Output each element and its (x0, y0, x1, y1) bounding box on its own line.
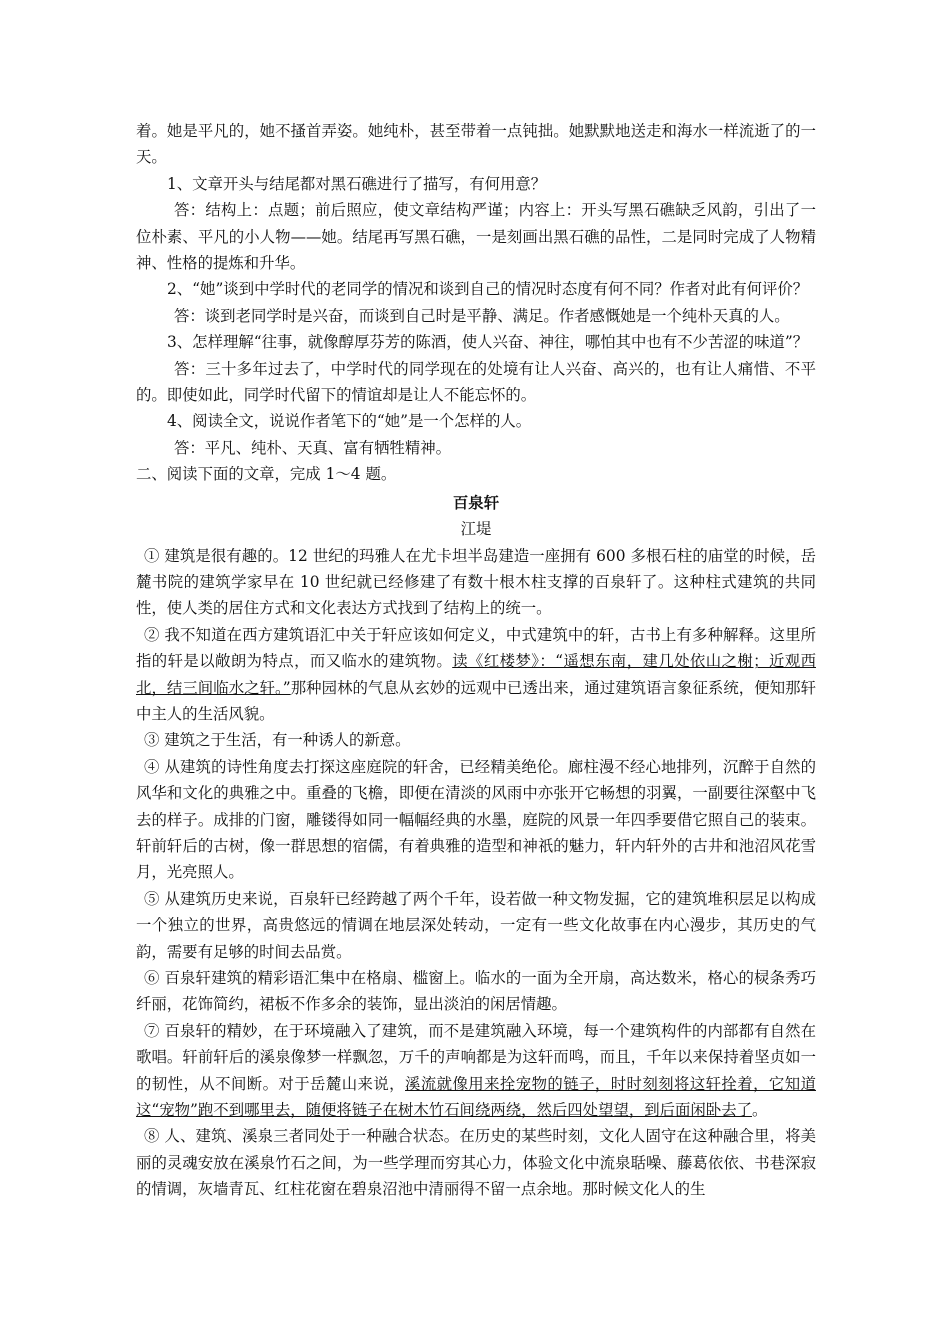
paragraph-5: ⑤ 从建筑历史来说，百泉轩已经跨越了两个千年，设若做一种文物发掘，它的建筑堆积层足以构成一个独立的世界，高贵悠远的情调在地层深处转动，一定有一些文化故事在内心漫步，其历史的气韵，需要有足够的时间去品赏。 (136, 889, 816, 961)
paragraph-4: ④ 从建筑的诗性角度去打探这座庭院的轩舍，已经精美绝伦。廊柱漫不经心地排列，沉醉于自然的风华和文化的典雅之中。重叠的飞檐，即便在清淡的风雨中亦张开它畅想的羽翼，一副要往深壑中飞去的样子。成排的门窗，雕镂得如同一幅幅经典的水墨，庭院的风景一年四季要借它照自己的装束。轩前轩后的古树，像一群思想的宿儒，有着典雅的造型和神祇的魅力，轩内轩外的古井和池沼风花雪月，光亮照人。 (136, 757, 816, 882)
answer-1: 答：结构上：点题；前后照应，使文章结构严谨；内容上：开头写黑石礁缺乏风韵，引出了一位朴素、平凡的小人物——她。结尾再写黑石礁，一是刻画出黑石礁的品性，二是同时完成了人物精神、性格的提炼和升华。 (136, 201, 816, 273)
paragraph-2-text-b: 那种园林的气息从玄妙的远观中已透出来，通过建筑语言象征系统，便知那轩中主人的生活风貌。 (136, 678, 816, 723)
paragraph-7 (136, 1018, 816, 1124)
answer-4: 答：平凡、纯朴、天真、富有牺牲精神。 (174, 438, 452, 457)
passage-tail: 着。她是平凡的，她不搔首弄姿。她纯朴，甚至带着一点钝拙。她默默地送走和海水一样流逝了的一天。 (136, 122, 816, 167)
paragraph-3: ③ 建筑之于生活，有一种诱人的新意。 (144, 731, 411, 750)
question-3: 3、怎样理解“往事，就像醇厚芬芳的陈酒，使人兴奋、神往，哪怕其中也有不少苦涩的味道”？ (167, 333, 809, 352)
article-title: 百泉轩 (452, 493, 500, 512)
article-author: 江堤 (460, 520, 492, 539)
answer-2: 答：谈到老同学时是兴奋，而谈到自己时是平静、满足。作者感慨她是一个纯朴天真的人。 (174, 306, 790, 325)
question-1: 1、文章开头与结尾都对黑石礁进行了描写，有何用意？ (167, 174, 547, 193)
question-2: 2、“她”谈到中学时代的老同学的情况和谈到自己的情况时态度有何不同？作者对此有何评价？ (167, 280, 809, 299)
paragraph-2 (136, 622, 816, 728)
paragraph-2-text-a: ② 我不知道在西方建筑语汇中关于轩应该如何定义，中式建筑中的轩，古书上有多种解释。这里所指的轩是以敞朗为特点，而又临水的建筑物。 (136, 625, 816, 671)
paragraph-1: ① 建筑是很有趣的。12 世纪的玛雅人在尤卡坦半岛建造一座拥有 600 多根石柱的庙堂的时候，岳麓书院的建筑学家早在 10 世纪就已经修建了有数十根木柱支撑的百泉轩了。这种柱式建筑的共同性，使人类的居住方式和文化表达方式找到了结构上的统一。 (136, 546, 816, 618)
paragraph-7-underlined: 溪流就像用来拴宠物的链子，时时刻刻将这轩拴着，它知道这“宠物”跑不到哪里去，随便将链子在树木竹石间绕两绕，然后四处望望，到后面闲卧去了 (136, 1074, 816, 1120)
paragraph-7-text-a: ⑦ 百泉轩的精妙，在于环境融入了建筑，而不是建筑融入环境，每一个建筑构件的内部都有自然在歌唱。轩前轩后的溪泉像梦一样飘忽，万千的声响都是为这轩而鸣，而且，千年以来保持着坚贞如一的韧性，从不间断。对于岳麓山来说， (136, 1021, 816, 1093)
section-heading: 二、阅读下面的文章，完成 1～4 题。 (136, 465, 397, 484)
paragraph-8: ⑧ 人、建筑、溪泉三者同处于一种融合状态。在历史的某些时刻，文化人固守在这种融合里，将美丽的灵魂安放在溪泉竹石之间，为一些学理而穷其心力，体验文化中流泉聒噪、藤葛依依、书巷深寂的情调，灰墙青瓦、红柱花窗在碧泉沼池中清丽得不留一点余地。那时候文化人的生 (136, 1127, 816, 1199)
question-4: 4、阅读全文，说说作者笔下的“她”是一个怎样的人。 (167, 412, 532, 431)
paragraph-6: ⑥ 百泉轩建筑的精彩语汇集中在格扇、槛窗上。临水的一面为全开扇，高达数米，格心的棂条秀巧纤丽，花饰简约，裙板不作多余的装饰，显出淡泊的闲居情趣。 (136, 969, 816, 1014)
answer-3: 答：三十多年过去了，中学时代的同学现在的处境有让人兴奋、高兴的，也有让人痛惜、不平的。即使如此，同学时代留下的情谊却是让人不能忘怀的。 (136, 359, 816, 405)
document-page (136, 118, 816, 1203)
paragraph-7-text-b: 。 (751, 1101, 768, 1120)
paragraph-2-underlined: 读《红楼梦》：“遥想东南，建几处依山之榭；近观西北，结三间临水之轩。” (136, 652, 816, 697)
